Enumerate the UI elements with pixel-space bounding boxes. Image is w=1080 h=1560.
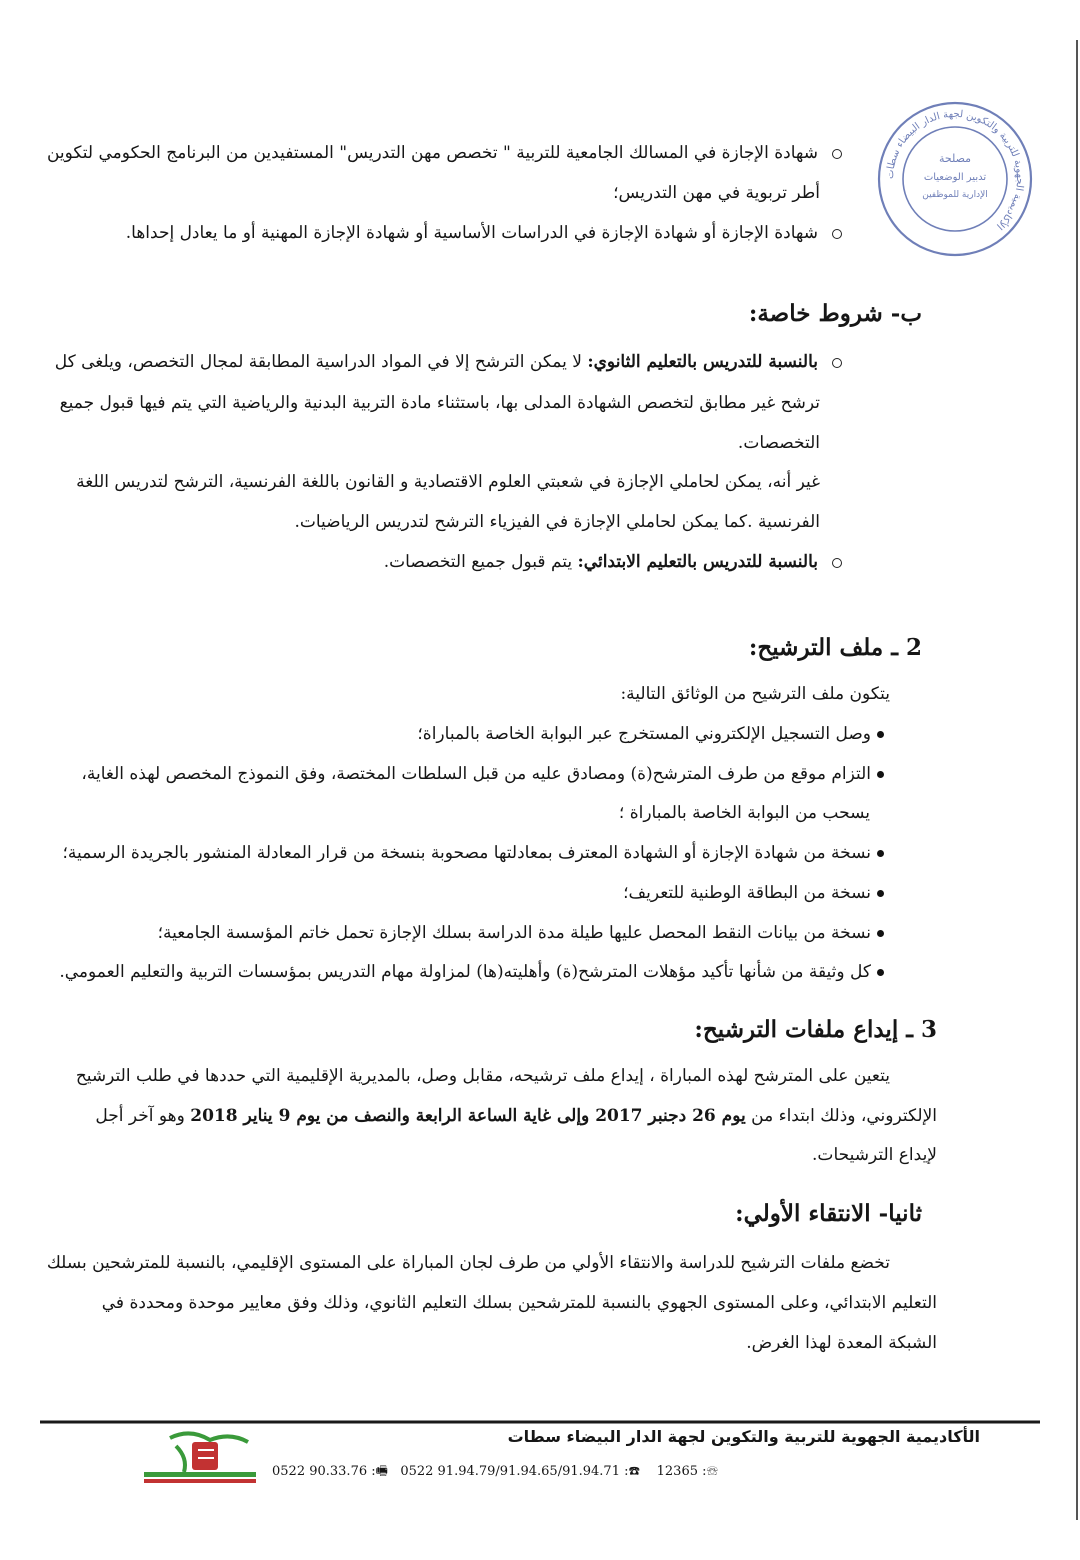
secondary-condition-cont-1: ترشح غير مطابق لتخصص الشهادة المدلى بها، باستثناء مادة التربية البدنية والرياضية التي يتم فيها قبول جميع (59, 393, 820, 413)
degree-item-1: شهادة الإجازة في المسالك الجامعية للتربية " تخصص مهن التدريس" المستفيدين من البرنامج الحكومي لتكوين (47, 143, 842, 163)
fax-icon: :🖷 (371, 1464, 388, 1479)
fax-number: 0522 90.33.76 (272, 1464, 368, 1479)
circle-bullet-icon (832, 358, 842, 368)
document-item-4: نسخة من البطاقة الوطنية للتعريف؛ (623, 883, 884, 903)
stamp-line-3: الإدارية للموظفين (922, 190, 988, 200)
deadline-text: يوم 26 دجنبر 2017 وإلى غاية الساعة الرابعة والنصف من يوم 9 يناير 2018 (190, 1106, 746, 1126)
circle-bullet-icon (832, 149, 842, 159)
submission-line-1: يتعين على المترشح لهذه المباراة ، إيداع ملف ترشيحه، مقابل وصل، بالمديرية الإقليمية التي حددها في طلب الترشيح (75, 1066, 890, 1086)
document-item-1: وصل التسجيل الإلكتروني المستخرج عبر البوابة الخاصة بالمباراة؛ (417, 724, 884, 744)
academy-logo (140, 1428, 260, 1488)
phone-numbers: 0522 91.94.79/91.94.65/91.94.71 (400, 1464, 620, 1479)
submission-line-2: الإلكتروني، وذلك ابتداء من يوم 26 دجنبر 2017 وإلى غاية الساعة الرابعة والنصف من يوم 9 يناير 2018 وهو آخر أجل (95, 1106, 937, 1126)
document-item-6: كل وثيقة من شأنها تأكيد مؤهلات المترشح(ة) وأهليته(ها) لمزاولة مهام التدريس بمؤسسات التربية والتعليم العمومي. (59, 962, 884, 982)
application-file-intro: يتكون ملف الترشيح من الوثائق التالية: (620, 684, 890, 704)
stamp-ring-text: الأكاديمية الجهوية للتربية والتكوين لجهة الدار البيضاء سطات (884, 108, 1026, 232)
hotline-number: 12365 (656, 1464, 698, 1479)
note-line-1: غير أنه، يمكن لحاملي الإجازة في شعبتي العلوم الاقتصادية و القانون باللغة الفرنسية، الترشح لتدريس اللغة (76, 472, 820, 492)
preselection-line-1: تخضع ملفات الترشيح للدراسة والانتقاء الأولي من طرف لجان المباراة على المستوى الإقليمي، بالنسبة للمترشحين بسلك (46, 1253, 890, 1273)
official-stamp (876, 100, 1034, 258)
dot-bullet-icon (877, 930, 884, 937)
hotline-icon: :☏ (702, 1464, 719, 1479)
circle-bullet-icon (832, 558, 842, 568)
dot-bullet-icon (877, 850, 884, 857)
submission-heading: 3 ـ إيداع ملفات الترشيح: (694, 1016, 937, 1043)
stamp-line-2: تدبير الوضعيات (923, 172, 987, 183)
phone-icon: :☎ (624, 1464, 641, 1479)
document-item-2: التزام موقع من طرف المترشح(ة) ومصادق عليه من قبل السلطات المختصة، وفق النموذج المخصص لهذه الغاية، (81, 764, 884, 784)
document-item-3: نسخة من شهادة الإجازة أو الشهادة المعترف بمعادلتها مصحوبة بنسخة من قرار المعادلة المنشور بالجريدة الرسمية؛ (63, 843, 885, 863)
note-line-2: الفرنسية .كما يمكن لحاملي الإجازة في الفيزياء الترشح لتدريس الرياضيات. (294, 512, 820, 532)
dot-bullet-icon (877, 969, 884, 976)
footer-academy-name: الأكاديمية الجهوية للتربية والتكوين لجهة الدار البيضاء سطات (507, 1427, 980, 1446)
preselection-heading: ثانيا- الانتقاء الأولي: (735, 1200, 922, 1227)
degree-item-1-cont: أطر تربوية في مهن التدريس؛ (613, 183, 820, 203)
footer-contacts (272, 1462, 718, 1484)
dot-bullet-icon (877, 890, 884, 897)
document-item-2-cont: يسحب من البوابة الخاصة بالمباراة ؛ (618, 803, 870, 823)
stamp-line-1: مصلحة (938, 152, 972, 165)
secondary-condition: بالنسبة للتدريس بالتعليم الثانوي: لا يمكن الترشح إلا في المواد الدراسية المطابقة لمجال التخصص، ويلغى كل (55, 352, 842, 372)
primary-condition: بالنسبة للتدريس بالتعليم الابتدائي: يتم قبول جميع التخصصات. (384, 552, 842, 572)
special-conditions-heading: ب- شروط خاصة: (748, 300, 922, 327)
circle-bullet-icon (832, 229, 842, 239)
scan-edge (1076, 40, 1078, 1520)
footer-rule (40, 1420, 1040, 1424)
dot-bullet-icon (877, 771, 884, 778)
degree-item-2: شهادة الإجازة أو شهادة الإجازة في الدراسات الأساسية أو شهادة الإجازة المهنية أو ما يعادل إحداها. (126, 223, 842, 243)
submission-line-3: لإيداع الترشيحات. (812, 1145, 937, 1165)
application-file-heading: 2 ـ ملف الترشيح: (748, 634, 922, 661)
document-item-5: نسخة من بيانات النقط المحصل عليها طيلة مدة الدراسة بسلك الإجازة تحمل خاتم المؤسسة الجامعية؛ (158, 923, 884, 943)
secondary-condition-cont-2: التخصصات. (737, 433, 820, 453)
preselection-line-3: الشبكة المعدة لهذا الغرض. (746, 1333, 937, 1353)
preselection-line-2: التعليم الابتدائي، وعلى المستوى الجهوي بالنسبة للمترشحين بسلك التعليم الثانوي، وذلك وفق معايير موحدة ومحددة في (101, 1293, 937, 1313)
dot-bullet-icon (877, 731, 884, 738)
